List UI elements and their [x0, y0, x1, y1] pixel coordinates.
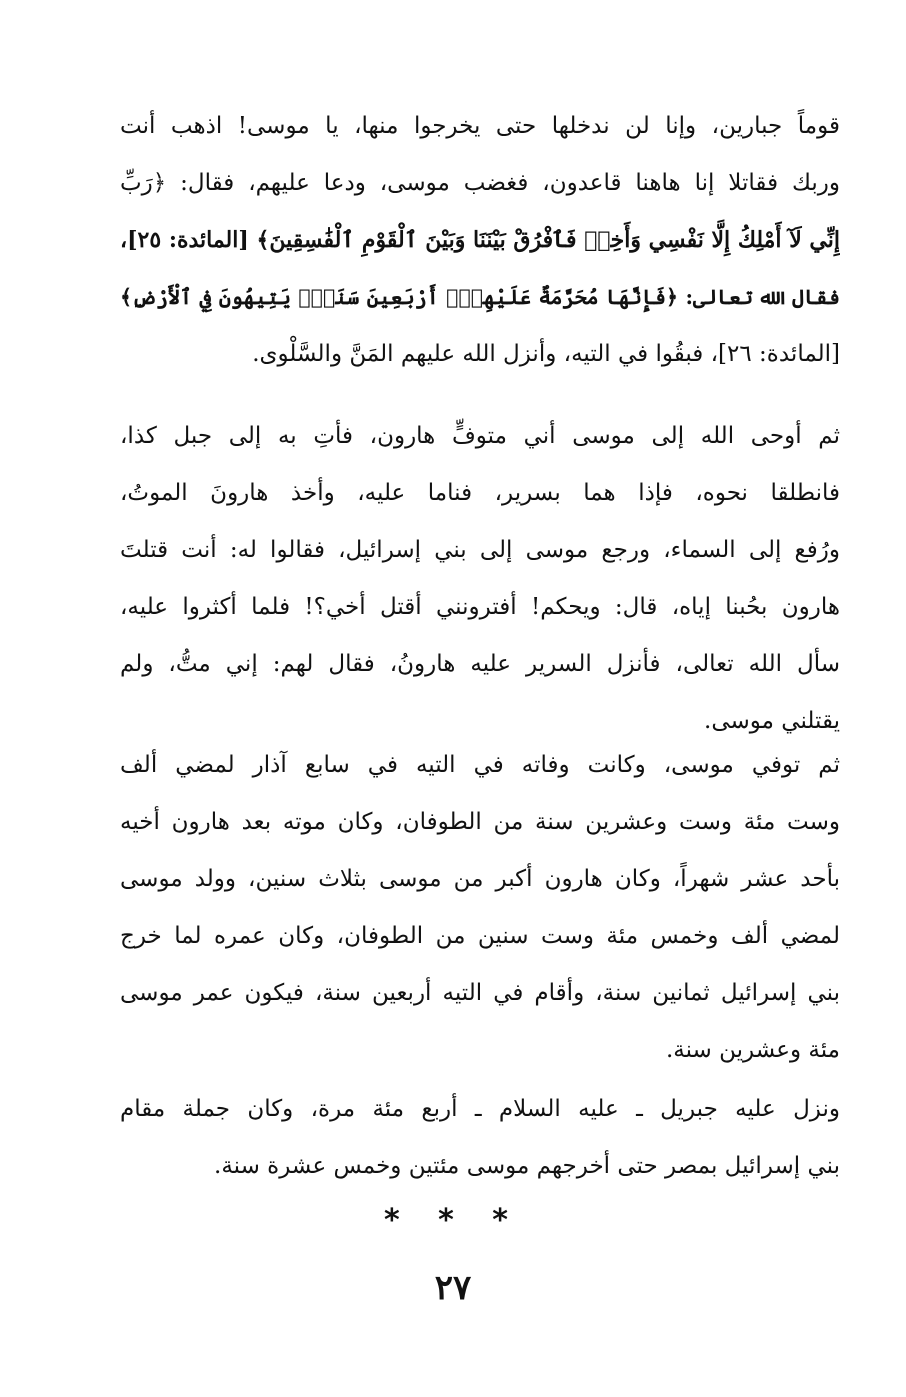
text-line: يقتلني موسى.	[704, 708, 840, 734]
quran-verse-line: فقال الله تعالى: ﴿فَإِنَّهَا مُحَرَّمَةٌ عَلَيْهِمْۛ أَرْبَعِينَ سَنَةًۛ يَتِيهُونَ فِي ٱلْأَرْضِ﴾	[120, 285, 840, 309]
text-line: بأحد عشر شهراً، وكان هارون أكبر من موسى بثلاث سنين، وولد موسى	[120, 866, 840, 892]
text-line: ثم توفي موسى، وكانت وفاته في التيه في سابع آذار لمضي ألف	[120, 752, 840, 778]
text-line: ونزل عليه جبريل ـ عليه السلام ـ أربع مئة مرة، وكان جملة مقام	[120, 1096, 840, 1122]
text-line: وست مئة وست وعشرين سنة من الطوفان، وكان موته بعد هارون أخيه	[120, 809, 840, 835]
paragraph-1	[120, 98, 840, 383]
paragraph-4	[120, 1081, 840, 1195]
page-number: ٢٧	[434, 1268, 472, 1308]
text-line: مئة وعشرين سنة.	[665, 1037, 840, 1063]
text-line: سأل الله تعالى، فأنزل السرير عليه هارونُ، فقال لهم: إني متُّ، ولم	[120, 651, 840, 677]
text-line: هارون بحُبنا إياه، قال: ويحكم! أفترونني أقتل أخي؟! فلما أكثروا عليه،	[120, 594, 840, 620]
paragraph-2	[120, 408, 840, 750]
text-line: ورُفع إلى السماء، ورجع موسى إلى بني إسرائيل، فقالوا له: أنت قتلتَ	[120, 537, 840, 563]
text-line: لمضي ألف وخمس مئة وست سنين من الطوفان، وكان عمره لما خرج	[120, 923, 840, 949]
text-line: بني إسرائيل ثمانين سنة، وأقام في التيه أربعين سنة، فيكون عمر موسى	[120, 980, 840, 1006]
quran-verse-line: إِنِّي لَآ أَمْلِكُ إِلَّا نَفْسِي وَأَخِيۖ فَٱفْرُقْ بَيْنَنَا وَبَيْنَ ٱلْقَوْمِ ٱلْفَٰسِقِينَ﴾ [المائدة: ٢٥]،	[120, 227, 840, 253]
text-line: بني إسرائيل بمصر حتى أخرجهم موسى مئتين وخمس عشرة سنة.	[214, 1153, 840, 1179]
text-line: فانطلقا نحوه، فإذا هما بسرير، فناما عليه، وأخذ هارونَ الموتُ،	[120, 480, 840, 506]
text-line: [المائدة: ٢٦]، فبقُوا في التيه، وأنزل الله عليهم المَنَّ والسَّلْوى.	[252, 341, 840, 367]
paragraph-3	[120, 737, 840, 1079]
text-line: ثم أوحى الله إلى موسى أني متوفٍّ هارون، فأتِ به إلى جبل كذا،	[120, 423, 840, 449]
section-separator: * * *	[384, 1203, 522, 1238]
text-line: قوماً جبارين، وإنا لن ندخلها حتى يخرجوا منها، يا موسى! اذهب أنت	[120, 113, 840, 139]
text-line: وربك فقاتلا إنا هاهنا قاعدون، فغضب موسى، ودعا عليهم، فقال: ﴿رَبِّ	[120, 170, 840, 196]
